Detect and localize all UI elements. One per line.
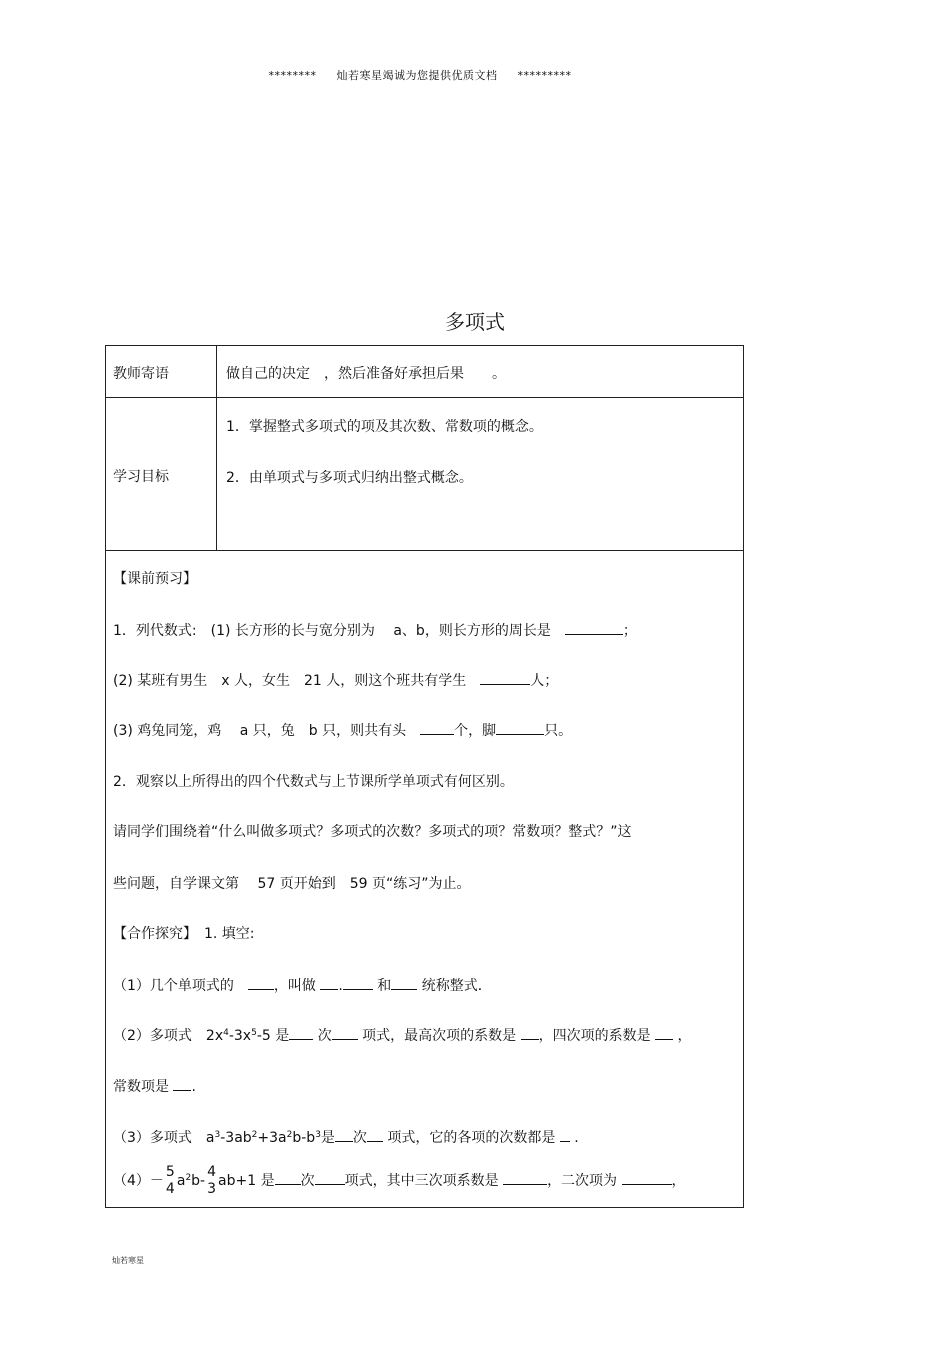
preview-q3 <box>113 720 572 740</box>
denominator: 4 <box>165 1181 175 1197</box>
page-footer: 灿若寒星 <box>112 1256 144 1265</box>
text: (2) 某班有男生 x 人，女生 21 人，则这个班共有学生 <box>113 673 481 689</box>
text: b-b <box>292 1130 316 1146</box>
text: (3) 鸡兔同笼，鸡 a 只，兔 b 只，则共有头 <box>113 723 421 739</box>
exponent: 5 <box>251 1028 257 1038</box>
header-stars-right: ********* <box>517 69 572 82</box>
text: -5 是 <box>256 1028 290 1044</box>
denominator: 3 <box>207 1181 217 1197</box>
answer-blank <box>391 975 417 990</box>
text: 次 <box>300 1173 315 1189</box>
exponent: 2 <box>185 1173 192 1183</box>
exponent: 4 <box>223 1028 229 1038</box>
text: ； <box>622 623 637 639</box>
answer-blank <box>503 1170 547 1185</box>
text: . <box>574 1130 579 1146</box>
goal-item-2: 2．由单项式与多项式归纳出整式概念。 <box>226 470 473 486</box>
row-learning-goals <box>106 398 743 551</box>
answer-blank <box>275 1170 301 1185</box>
text: 1．列代数式: (1) 长方形的长与宽分别为 a、b，则长方形的周长是 <box>113 623 565 639</box>
exponent: 2 <box>286 1130 293 1140</box>
text: ，四次项的系数是 <box>538 1028 651 1044</box>
fraction <box>207 1164 216 1198</box>
cooperation-heading: 【合作探究】 1. 填空: <box>113 926 255 942</box>
fill-q3 <box>113 1127 579 1147</box>
answer-blank <box>335 1127 353 1142</box>
goal-item-1: 1．掌握整式多项式的项及其次数、常数项的概念。 <box>226 419 543 435</box>
header-text: 灿若寒星竭诚为您提供优质文档 <box>336 69 498 82</box>
exponent: 3 <box>214 1130 221 1140</box>
lesson-table <box>105 345 744 1208</box>
answer-blank <box>655 1025 673 1040</box>
text: 项式，其中三次项系数是 <box>344 1173 499 1189</box>
header-stars-left: ******** <box>268 69 317 82</box>
text: 常数项是 <box>113 1079 169 1095</box>
answer-blank <box>320 975 338 990</box>
answer-blank <box>496 720 544 735</box>
text: 只。 <box>544 723 573 739</box>
answer-blank <box>343 975 373 990</box>
text: ，二次项为 <box>547 1173 618 1189</box>
answer-blank <box>289 1025 313 1040</box>
row-teacher-message <box>106 346 743 398</box>
fraction <box>166 1164 175 1198</box>
label-cell <box>106 346 217 397</box>
exponent: 2 <box>251 1130 258 1140</box>
text: . <box>338 978 343 994</box>
text: 统称整式． <box>421 978 492 994</box>
text: . <box>191 1079 196 1095</box>
text: ，叫做 <box>273 978 316 994</box>
fill-q2-constant <box>113 1076 196 1096</box>
instruction-line-1: 请同学们围绕着“什么叫做多项式？多项式的次数？多项式的项？常数项？整式？”这 <box>113 824 632 840</box>
fill-q1 <box>113 975 492 995</box>
numerator: 5 <box>165 1164 175 1180</box>
answer-blank <box>521 1025 539 1040</box>
fill-q2 <box>113 1025 692 1045</box>
answer-blank <box>367 1127 383 1142</box>
text: 项式，最高次项的系数是 <box>362 1028 517 1044</box>
page-title: 多项式 <box>445 310 505 334</box>
row-label: 学习目标 <box>113 469 169 485</box>
fill-q4 <box>113 1164 686 1198</box>
text: -3ab <box>220 1130 252 1146</box>
text: ， <box>671 1173 686 1189</box>
answer-blank <box>332 1025 358 1040</box>
row-label: 教师寄语 <box>113 366 169 382</box>
text: ab+1 是 <box>218 1173 275 1189</box>
answer-blank <box>560 1127 570 1142</box>
text: （4）－ <box>113 1173 164 1189</box>
answer-blank <box>248 975 274 990</box>
answer-blank <box>480 670 530 685</box>
preview-observe: 2．观察以上所得出的四个代数式与上节课所学单项式有何区别。 <box>113 774 514 790</box>
answer-blank <box>420 720 454 735</box>
label-cell <box>106 398 217 550</box>
text: （1）几个单项式的 <box>113 978 248 994</box>
text: +3a <box>257 1130 287 1146</box>
text: 项式，它的各项的次数都是 <box>387 1130 556 1146</box>
text: 个，脚 <box>454 723 497 739</box>
answer-blank <box>173 1076 191 1091</box>
text: -3x <box>228 1028 252 1044</box>
page-header <box>0 67 840 83</box>
answer-blank <box>565 620 623 635</box>
text: 人； <box>530 673 559 689</box>
exponent: 3 <box>315 1130 321 1140</box>
answer-blank <box>315 1170 345 1185</box>
preview-q1 <box>113 620 637 640</box>
text: 次 <box>317 1028 332 1044</box>
answer-blank <box>622 1170 672 1185</box>
text: 是 <box>320 1130 335 1146</box>
text: 次 <box>352 1130 367 1146</box>
text: （2）多项式 2x <box>113 1028 224 1044</box>
preview-heading: 【课前预习】 <box>113 571 197 587</box>
instruction-line-2: 些问题，自学课文第 57 页开始到 59 页“练习”为止。 <box>113 876 471 892</box>
text: ， <box>677 1028 692 1044</box>
teacher-message-text: 做自己的决定 ，然后准备好承担后果 。 <box>226 366 506 382</box>
text: 和 <box>377 978 392 994</box>
numerator: 4 <box>207 1164 217 1180</box>
text: b- <box>191 1173 206 1189</box>
preview-q2 <box>113 670 558 690</box>
text: a <box>176 1173 186 1189</box>
text: （3）多项式 a <box>113 1130 215 1146</box>
